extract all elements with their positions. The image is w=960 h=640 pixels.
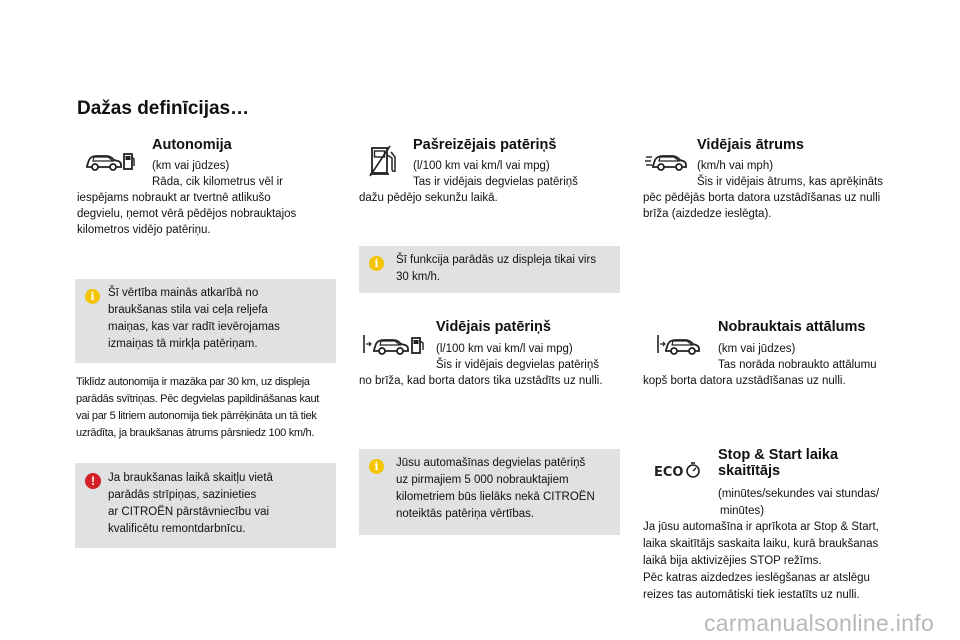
note-line-4: noteiktās patēriņa vērtības.	[396, 508, 535, 520]
stop-start-heading-2: skaitītājs	[718, 463, 781, 479]
distance-units: (km vai jūdzes)	[718, 343, 796, 355]
note-line-2: braukšanas stila vai ceļa reljefa	[108, 304, 268, 316]
stop-start-line-1: Ja jūsu automašīna ir aprīkota ar Stop & Start,	[643, 521, 879, 533]
page-title: Dažas definīcijas…	[77, 98, 250, 119]
current-consumption-line-2: dažu pēdējo sekunžu laikā.	[359, 192, 498, 204]
avg-speed-line-1: Šis ir vidējais ātrums, kas aprēķināts	[697, 176, 883, 188]
note-line-1: Šī funkcija parādās uz displeja tikai virs	[396, 254, 597, 266]
warning-line-2: parādās strīpiņas, sazinieties	[108, 489, 257, 501]
range-text-line-4: uzrādīta, ja braukšanas ātrums pārsniedz 100 km/h.	[76, 427, 315, 439]
note-line-1: Šī vērtība mainās atkarībā no	[108, 287, 259, 299]
warning-note	[75, 463, 336, 548]
stop-start-line-3: laikā bija aktivizējies STOP režīms.	[643, 555, 822, 567]
autonomija-heading: Autonomija	[152, 137, 232, 153]
note-line-2: 30 km/h.	[396, 271, 441, 283]
watermark: carmanualsonline.info	[704, 610, 935, 636]
current-consumption-units: (l/100 km vai km/l vai mpg)	[413, 160, 550, 172]
range-text-line-3: vai par 5 litriem autonomija tiek pārrēķināta un tā tiek	[76, 410, 317, 422]
avg-consumption-info-note	[359, 449, 620, 535]
note-line-3: kilometriem būs lielāks nekā CITROËN	[396, 491, 595, 503]
note-line-3: maiņas, kas var radīt ievērojamas	[108, 321, 280, 333]
avg-consumption-units: (l/100 km vai km/l vai mpg)	[436, 343, 573, 355]
stop-start-units-2: minūtes)	[720, 505, 765, 517]
info-icon: i	[369, 256, 384, 271]
avg-speed-units: (km/h vai mph)	[697, 160, 774, 172]
car-distance-icon	[656, 333, 700, 357]
current-consumption-heading: Pašreizējais patēriņš	[413, 137, 557, 153]
avg-consumption-line-2: no brīža, kad borta dators tika uzstādīts uz nulli.	[359, 375, 603, 387]
current-consumption-info-note	[359, 246, 620, 293]
avg-consumption-line-1: Šis ir vidējais degvielas patēriņš	[436, 359, 599, 371]
autonomija-units: (km vai jūdzes)	[152, 160, 230, 172]
range-text-line-1: Tiklīdz autonomija ir mazāka par 30 km, uz displeja	[76, 376, 310, 388]
car-fuel-average-icon	[362, 333, 428, 357]
avg-speed-heading: Vidējais ātrums	[697, 137, 804, 153]
distance-line-1: Tas norāda nobraukto attālumu	[718, 359, 877, 371]
stop-start-line-2: laika skaitītājs saskaita laiku, kurā braukšanas	[643, 538, 879, 550]
autonomija-line-3: degvielu, ņemot vērā pēdējos nobrauktajos	[77, 208, 297, 220]
info-icon: i	[369, 459, 384, 474]
info-icon: i	[85, 289, 100, 304]
stop-start-line-4: Pēc katras aizdedzes ieslēgšanas ar atslēgu	[643, 572, 870, 584]
autonomija-line-2: iespējams nobraukt ar tvertnē atlikušo	[77, 192, 271, 204]
stop-start-units-1: (minūtes/sekundes vai stundas/	[718, 488, 880, 500]
current-consumption-line-1: Tas ir vidējais degvielas patēriņš	[413, 176, 578, 188]
car-range-icon	[84, 149, 136, 173]
car-speed-icon	[645, 150, 687, 172]
warning-icon: !	[85, 473, 101, 489]
avg-speed-line-3: brīža (aizdedze ieslēgta).	[643, 208, 772, 220]
avg-speed-line-2: pēc pēdējās borta datora uzstādīšanas uz nulli	[643, 192, 881, 204]
autonomija-info-note	[75, 279, 336, 363]
warning-line-4: kvalificētu remontdarbnīcu.	[108, 523, 246, 535]
stop-start-heading-1: Stop & Start laika	[718, 447, 839, 463]
eco-timer-icon	[653, 460, 701, 480]
warning-line-3: ar CITROËN pārstāvniecību vai	[108, 506, 270, 518]
autonomija-line-4: kilometros vidējo patēriņu.	[77, 224, 211, 236]
autonomija-line-1: Rāda, cik kilometrus vēl ir	[152, 176, 284, 188]
fuel-pump-icon	[369, 145, 399, 177]
note-line-4: izmaiņas tā mirkļa patēriņam.	[108, 338, 258, 350]
avg-consumption-heading: Vidējais patēriņš	[436, 319, 551, 335]
warning-line-1: Ja braukšanas laikā skaitļu vietā	[108, 472, 273, 484]
distance-heading: Nobrauktais attālums	[718, 319, 866, 335]
distance-line-2: kopš borta datora uzstādīšanas uz nulli.	[643, 375, 846, 387]
note-line-1: Jūsu automašīnas degvielas patēriņš	[396, 457, 586, 469]
range-text-line-2: parādās svītriņas. Pēc degvielas papildināšanas kaut	[76, 393, 320, 405]
stop-start-line-5: reizes tas automātiski tiek iestatīts uz nulli.	[643, 589, 860, 601]
eco-label: ECO	[654, 465, 684, 480]
note-line-2: uz pirmajiem 5 000 nobrauktajiem	[396, 474, 569, 486]
